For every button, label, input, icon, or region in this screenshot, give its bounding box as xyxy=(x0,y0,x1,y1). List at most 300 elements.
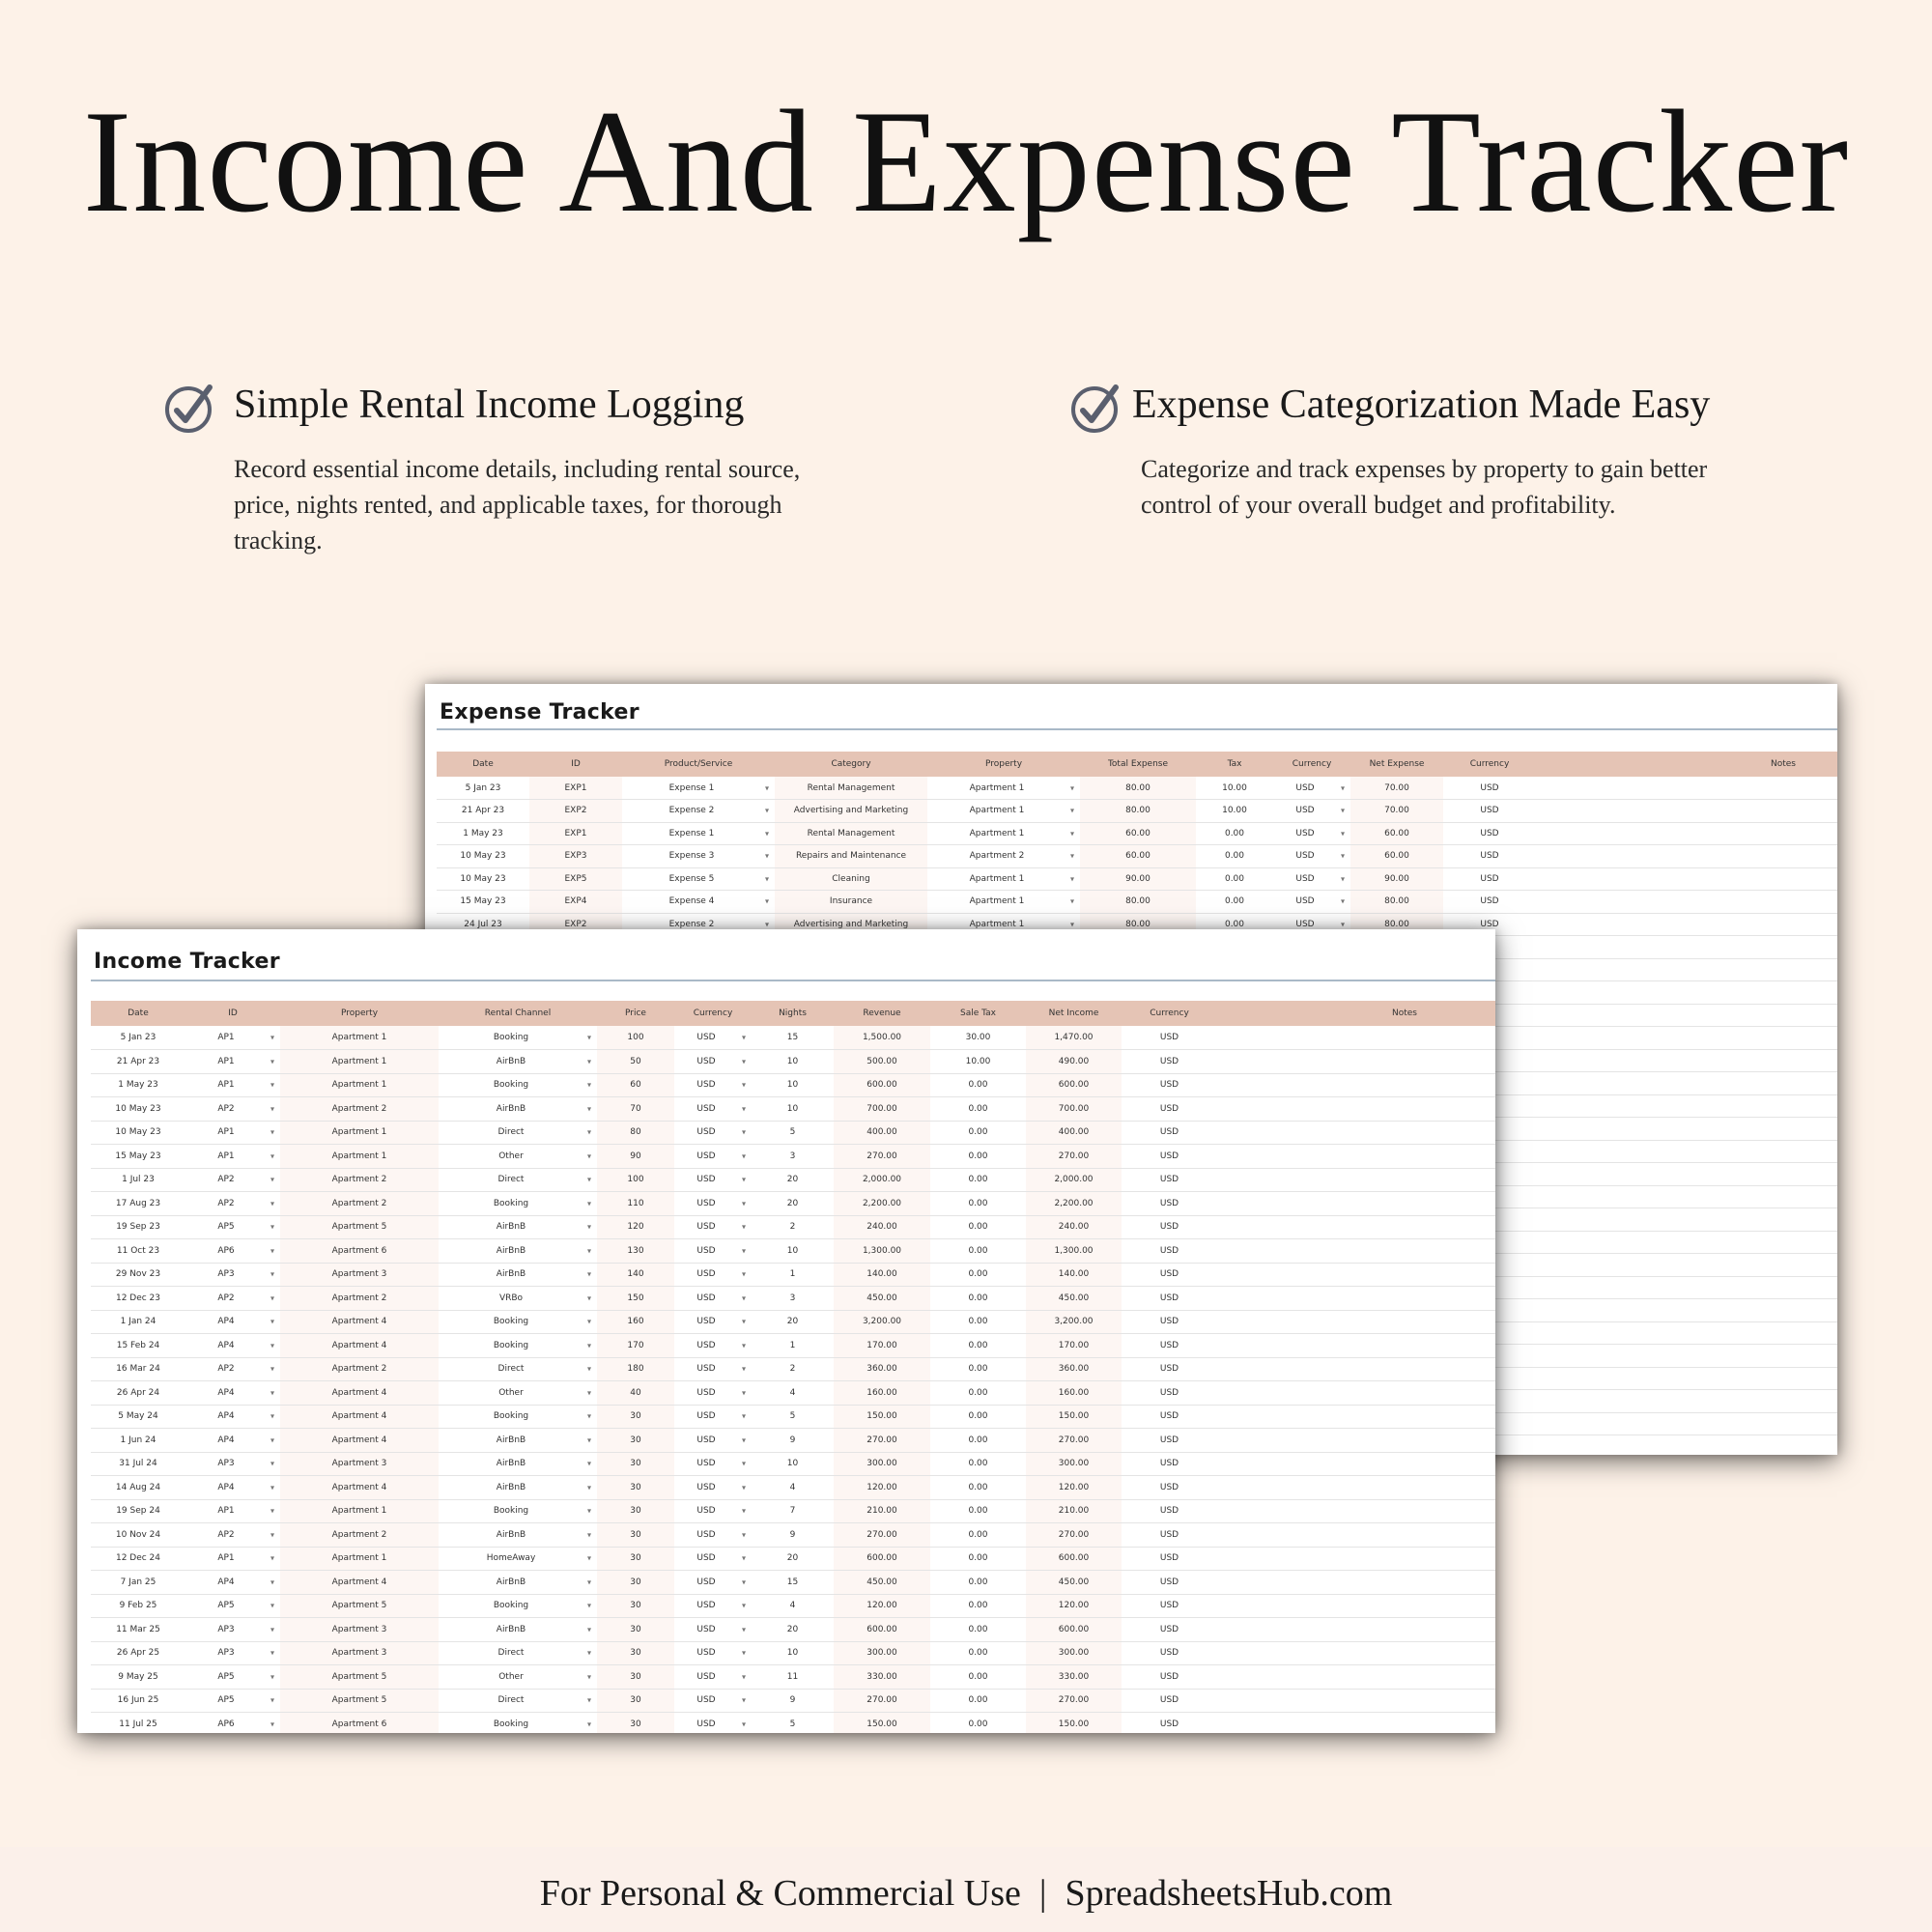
cell-rental-channel[interactable]: Direct ▾ xyxy=(439,1641,597,1665)
cell-date[interactable]: 10 May 23 xyxy=(437,867,529,891)
cell-nights[interactable]: 2 xyxy=(752,1357,834,1381)
column-header-notes[interactable]: Notes xyxy=(1536,752,1837,777)
cell-notes[interactable] xyxy=(1536,913,1837,936)
cell-nights[interactable]: 7 xyxy=(752,1499,834,1523)
cell-notes[interactable] xyxy=(1217,1594,1495,1618)
cell-sale-tax[interactable]: 0.00 xyxy=(930,1121,1026,1145)
cell-id[interactable]: EXP2 xyxy=(529,913,622,936)
cell-notes[interactable] xyxy=(1217,1689,1495,1713)
cell-net-income[interactable]: 600.00 xyxy=(1026,1547,1122,1571)
cell-revenue[interactable]: 270.00 xyxy=(834,1429,930,1453)
cell-rental-channel[interactable]: AirBnB ▾ xyxy=(439,1452,597,1476)
cell-notes[interactable] xyxy=(1217,1026,1495,1050)
cell-property[interactable]: Apartment 5 xyxy=(280,1665,439,1690)
cell-net-currency[interactable]: USD xyxy=(1122,1192,1217,1216)
cell-id[interactable]: AP3 ▾ xyxy=(185,1641,280,1665)
cell-price[interactable]: 30 xyxy=(597,1523,674,1548)
cell-net-expense[interactable]: 60.00 xyxy=(1350,822,1443,845)
cell-currency[interactable]: USD ▾ xyxy=(674,1665,752,1690)
cell-price[interactable]: 30 xyxy=(597,1405,674,1429)
cell-property[interactable]: Apartment 2 xyxy=(280,1287,439,1311)
cell-nights[interactable]: 10 xyxy=(752,1097,834,1122)
cell-date[interactable]: 10 May 23 xyxy=(437,845,529,868)
cell-property[interactable]: Apartment 5 xyxy=(280,1215,439,1239)
cell-total-expense[interactable]: 80.00 xyxy=(1080,777,1196,800)
cell-net-income[interactable]: 300.00 xyxy=(1026,1641,1122,1665)
cell-price[interactable]: 30 xyxy=(597,1618,674,1642)
cell-currency[interactable]: USD ▾ xyxy=(674,1357,752,1381)
cell-currency[interactable]: USD ▾ xyxy=(674,1073,752,1097)
cell-sale-tax[interactable]: 0.00 xyxy=(930,1594,1026,1618)
cell-date[interactable]: 29 Nov 23 xyxy=(91,1263,185,1287)
cell-date[interactable]: 19 Sep 24 xyxy=(91,1499,185,1523)
cell-net-currency[interactable]: USD xyxy=(1443,891,1536,914)
cell-property[interactable]: Apartment 4 xyxy=(280,1334,439,1358)
cell-nights[interactable]: 3 xyxy=(752,1145,834,1169)
cell-rental-channel[interactable]: AirBnB ▾ xyxy=(439,1050,597,1074)
cell-id[interactable]: AP1 ▾ xyxy=(185,1499,280,1523)
cell-price[interactable]: 30 xyxy=(597,1689,674,1713)
cell-notes[interactable] xyxy=(1217,1571,1495,1595)
cell-currency[interactable]: USD ▾ xyxy=(674,1641,752,1665)
cell-net-currency[interactable]: USD xyxy=(1122,1334,1217,1358)
cell-net-income[interactable]: 240.00 xyxy=(1026,1215,1122,1239)
cell-rental-channel[interactable]: AirBnB ▾ xyxy=(439,1263,597,1287)
column-header-total-expense[interactable]: Total Expense xyxy=(1080,752,1196,777)
cell-id[interactable]: AP4 ▾ xyxy=(185,1476,280,1500)
cell-property[interactable]: Apartment 1 xyxy=(280,1547,439,1571)
cell-product-service[interactable]: Expense 2 ▾ xyxy=(622,800,775,823)
cell-id[interactable]: AP4 ▾ xyxy=(185,1310,280,1334)
cell-price[interactable]: 30 xyxy=(597,1547,674,1571)
cell-nights[interactable]: 10 xyxy=(752,1239,834,1264)
cell-total-expense[interactable]: 80.00 xyxy=(1080,800,1196,823)
cell-id[interactable]: AP6 ▾ xyxy=(185,1239,280,1264)
cell-revenue[interactable]: 400.00 xyxy=(834,1121,930,1145)
cell-net-currency[interactable]: USD xyxy=(1122,1476,1217,1500)
cell-revenue[interactable]: 300.00 xyxy=(834,1452,930,1476)
cell-notes[interactable] xyxy=(1217,1429,1495,1453)
cell-net-income[interactable]: 450.00 xyxy=(1026,1571,1122,1595)
cell-currency[interactable]: USD ▾ xyxy=(674,1689,752,1713)
cell-currency[interactable]: USD ▾ xyxy=(674,1168,752,1192)
cell-rental-channel[interactable]: AirBnB ▾ xyxy=(439,1097,597,1122)
cell-net-expense[interactable]: 70.00 xyxy=(1350,777,1443,800)
cell-currency[interactable]: USD ▾ xyxy=(1273,845,1350,868)
cell-notes[interactable] xyxy=(1217,1713,1495,1734)
cell-product-service[interactable]: Expense 1 ▾ xyxy=(622,822,775,845)
cell-net-currency[interactable]: USD xyxy=(1122,1263,1217,1287)
cell-notes[interactable] xyxy=(1217,1287,1495,1311)
cell-rental-channel[interactable]: AirBnB ▾ xyxy=(439,1618,597,1642)
cell-currency[interactable]: USD ▾ xyxy=(674,1145,752,1169)
cell-revenue[interactable]: 170.00 xyxy=(834,1334,930,1358)
cell-price[interactable]: 160 xyxy=(597,1310,674,1334)
cell-revenue[interactable]: 2,000.00 xyxy=(834,1168,930,1192)
cell-net-income[interactable]: 450.00 xyxy=(1026,1287,1122,1311)
cell-id[interactable]: AP1 ▾ xyxy=(185,1547,280,1571)
cell-property[interactable]: Apartment 3 xyxy=(280,1452,439,1476)
cell-date[interactable]: 24 Jul 23 xyxy=(437,913,529,936)
cell-property[interactable]: Apartment 4 xyxy=(280,1429,439,1453)
cell-net-currency[interactable]: USD xyxy=(1122,1499,1217,1523)
cell-date[interactable]: 11 Mar 25 xyxy=(91,1618,185,1642)
cell-property[interactable]: Apartment 1 ▾ xyxy=(927,867,1080,891)
cell-category[interactable]: Rental Management xyxy=(775,777,927,800)
cell-sale-tax[interactable]: 0.00 xyxy=(930,1357,1026,1381)
column-header-currency[interactable]: Currency xyxy=(1273,752,1350,777)
cell-net-currency[interactable]: USD xyxy=(1122,1429,1217,1453)
cell-net-income[interactable]: 360.00 xyxy=(1026,1357,1122,1381)
cell-revenue[interactable]: 600.00 xyxy=(834,1073,930,1097)
cell-id[interactable]: AP1 ▾ xyxy=(185,1026,280,1050)
cell-date[interactable]: 15 Feb 24 xyxy=(91,1334,185,1358)
cell-rental-channel[interactable]: Booking ▾ xyxy=(439,1594,597,1618)
column-header-net-expense[interactable]: Net Expense xyxy=(1350,752,1443,777)
cell-revenue[interactable]: 1,500.00 xyxy=(834,1026,930,1050)
empty-cell[interactable] xyxy=(1536,1345,1837,1368)
cell-tax[interactable]: 0.00 xyxy=(1196,913,1273,936)
cell-net-income[interactable]: 270.00 xyxy=(1026,1689,1122,1713)
cell-currency[interactable]: USD ▾ xyxy=(674,1310,752,1334)
cell-date[interactable]: 12 Dec 23 xyxy=(91,1287,185,1311)
cell-rental-channel[interactable]: Direct ▾ xyxy=(439,1357,597,1381)
empty-cell[interactable] xyxy=(1536,1231,1837,1254)
cell-category[interactable]: Cleaning xyxy=(775,867,927,891)
cell-currency[interactable]: USD ▾ xyxy=(1273,913,1350,936)
cell-net-income[interactable]: 330.00 xyxy=(1026,1665,1122,1690)
cell-date[interactable]: 19 Sep 23 xyxy=(91,1215,185,1239)
cell-net-expense[interactable]: 80.00 xyxy=(1350,891,1443,914)
cell-sale-tax[interactable]: 0.00 xyxy=(930,1263,1026,1287)
cell-property[interactable]: Apartment 1 ▾ xyxy=(927,800,1080,823)
cell-id[interactable]: AP1 ▾ xyxy=(185,1050,280,1074)
cell-nights[interactable]: 1 xyxy=(752,1334,834,1358)
cell-notes[interactable] xyxy=(1217,1357,1495,1381)
cell-category[interactable]: Repairs and Maintenance xyxy=(775,845,927,868)
cell-currency[interactable]: USD ▾ xyxy=(674,1026,752,1050)
cell-nights[interactable]: 3 xyxy=(752,1287,834,1311)
column-header-currency[interactable]: Currency xyxy=(674,1001,752,1026)
cell-date[interactable]: 26 Apr 24 xyxy=(91,1381,185,1406)
cell-price[interactable]: 80 xyxy=(597,1121,674,1145)
cell-id[interactable]: AP4 ▾ xyxy=(185,1405,280,1429)
cell-net-currency[interactable]: USD xyxy=(1122,1381,1217,1406)
cell-tax[interactable]: 0.00 xyxy=(1196,891,1273,914)
cell-price[interactable]: 130 xyxy=(597,1239,674,1264)
column-header-revenue[interactable]: Revenue xyxy=(834,1001,930,1026)
cell-id[interactable]: EXP3 xyxy=(529,845,622,868)
empty-cell[interactable] xyxy=(1536,1208,1837,1232)
cell-product-service[interactable]: Expense 3 ▾ xyxy=(622,845,775,868)
cell-notes[interactable] xyxy=(1217,1215,1495,1239)
empty-cell[interactable] xyxy=(1536,1094,1837,1118)
cell-net-currency[interactable]: USD xyxy=(1122,1713,1217,1734)
cell-date[interactable]: 5 Jan 23 xyxy=(91,1026,185,1050)
cell-property[interactable]: Apartment 4 xyxy=(280,1381,439,1406)
cell-category[interactable]: Advertising and Marketing xyxy=(775,913,927,936)
cell-net-currency[interactable]: USD xyxy=(1122,1097,1217,1122)
cell-property[interactable]: Apartment 1 ▾ xyxy=(927,777,1080,800)
cell-notes[interactable] xyxy=(1536,800,1837,823)
cell-property[interactable]: Apartment 3 xyxy=(280,1263,439,1287)
cell-currency[interactable]: USD ▾ xyxy=(674,1215,752,1239)
cell-notes[interactable] xyxy=(1536,845,1837,868)
cell-net-currency[interactable]: USD xyxy=(1122,1689,1217,1713)
column-header-rental-channel[interactable]: Rental Channel xyxy=(439,1001,597,1026)
cell-price[interactable]: 60 xyxy=(597,1073,674,1097)
cell-price[interactable]: 30 xyxy=(597,1641,674,1665)
cell-price[interactable]: 90 xyxy=(597,1145,674,1169)
cell-revenue[interactable]: 120.00 xyxy=(834,1476,930,1500)
cell-category[interactable]: Insurance xyxy=(775,891,927,914)
cell-net-currency[interactable]: USD xyxy=(1122,1571,1217,1595)
cell-property[interactable]: Apartment 2 xyxy=(280,1097,439,1122)
cell-net-currency[interactable]: USD xyxy=(1443,822,1536,845)
cell-property[interactable]: Apartment 1 xyxy=(280,1121,439,1145)
cell-sale-tax[interactable]: 0.00 xyxy=(930,1476,1026,1500)
cell-property[interactable]: Apartment 4 xyxy=(280,1405,439,1429)
cell-sale-tax[interactable]: 0.00 xyxy=(930,1499,1026,1523)
cell-date[interactable]: 21 Apr 23 xyxy=(91,1050,185,1074)
cell-net-currency[interactable]: USD xyxy=(1443,777,1536,800)
cell-rental-channel[interactable]: Other ▾ xyxy=(439,1145,597,1169)
cell-nights[interactable]: 10 xyxy=(752,1050,834,1074)
cell-sale-tax[interactable]: 0.00 xyxy=(930,1405,1026,1429)
cell-net-currency[interactable]: USD xyxy=(1122,1665,1217,1690)
cell-net-income[interactable]: 1,470.00 xyxy=(1026,1026,1122,1050)
cell-revenue[interactable]: 240.00 xyxy=(834,1215,930,1239)
cell-revenue[interactable]: 500.00 xyxy=(834,1050,930,1074)
cell-date[interactable]: 31 Jul 24 xyxy=(91,1452,185,1476)
cell-id[interactable]: AP1 ▾ xyxy=(185,1121,280,1145)
cell-net-expense[interactable]: 60.00 xyxy=(1350,845,1443,868)
cell-revenue[interactable]: 700.00 xyxy=(834,1097,930,1122)
cell-notes[interactable] xyxy=(1217,1641,1495,1665)
cell-tax[interactable]: 10.00 xyxy=(1196,800,1273,823)
cell-currency[interactable]: USD ▾ xyxy=(1273,867,1350,891)
cell-revenue[interactable]: 450.00 xyxy=(834,1571,930,1595)
cell-notes[interactable] xyxy=(1217,1097,1495,1122)
cell-revenue[interactable]: 160.00 xyxy=(834,1381,930,1406)
cell-total-expense[interactable]: 60.00 xyxy=(1080,822,1196,845)
cell-total-expense[interactable]: 80.00 xyxy=(1080,891,1196,914)
cell-notes[interactable] xyxy=(1217,1547,1495,1571)
cell-date[interactable]: 26 Apr 25 xyxy=(91,1641,185,1665)
cell-revenue[interactable]: 210.00 xyxy=(834,1499,930,1523)
cell-notes[interactable] xyxy=(1217,1310,1495,1334)
cell-net-income[interactable]: 300.00 xyxy=(1026,1452,1122,1476)
cell-currency[interactable]: USD ▾ xyxy=(674,1334,752,1358)
cell-net-currency[interactable]: USD xyxy=(1122,1547,1217,1571)
cell-revenue[interactable]: 270.00 xyxy=(834,1523,930,1548)
cell-id[interactable]: EXP4 xyxy=(529,891,622,914)
column-header-product-service[interactable]: Product/Service xyxy=(622,752,775,777)
cell-rental-channel[interactable]: Booking ▾ xyxy=(439,1192,597,1216)
cell-net-income[interactable]: 120.00 xyxy=(1026,1476,1122,1500)
column-header-date[interactable]: Date xyxy=(437,752,529,777)
cell-property[interactable]: Apartment 1 xyxy=(280,1145,439,1169)
cell-rental-channel[interactable]: Booking ▾ xyxy=(439,1334,597,1358)
cell-product-service[interactable]: Expense 4 ▾ xyxy=(622,891,775,914)
cell-property[interactable]: Apartment 2 ▾ xyxy=(927,845,1080,868)
cell-sale-tax[interactable]: 0.00 xyxy=(930,1547,1026,1571)
cell-currency[interactable]: USD ▾ xyxy=(674,1618,752,1642)
cell-notes[interactable] xyxy=(1217,1476,1495,1500)
empty-cell[interactable] xyxy=(1536,958,1837,981)
cell-id[interactable]: AP1 ▾ xyxy=(185,1073,280,1097)
cell-currency[interactable]: USD ▾ xyxy=(1273,822,1350,845)
cell-net-income[interactable]: 140.00 xyxy=(1026,1263,1122,1287)
cell-date[interactable]: 12 Dec 24 xyxy=(91,1547,185,1571)
cell-net-currency[interactable]: USD xyxy=(1122,1357,1217,1381)
cell-date[interactable]: 9 Feb 25 xyxy=(91,1594,185,1618)
cell-price[interactable]: 30 xyxy=(597,1429,674,1453)
cell-nights[interactable]: 1 xyxy=(752,1263,834,1287)
cell-net-income[interactable]: 600.00 xyxy=(1026,1073,1122,1097)
cell-net-income[interactable]: 120.00 xyxy=(1026,1594,1122,1618)
cell-notes[interactable] xyxy=(1217,1405,1495,1429)
cell-currency[interactable]: USD ▾ xyxy=(674,1239,752,1264)
cell-notes[interactable] xyxy=(1217,1499,1495,1523)
cell-net-income[interactable]: 2,200.00 xyxy=(1026,1192,1122,1216)
cell-price[interactable]: 100 xyxy=(597,1026,674,1050)
cell-id[interactable]: AP5 ▾ xyxy=(185,1215,280,1239)
cell-property[interactable]: Apartment 1 xyxy=(280,1499,439,1523)
empty-cell[interactable] xyxy=(1536,1276,1837,1299)
cell-nights[interactable]: 9 xyxy=(752,1689,834,1713)
cell-net-currency[interactable]: USD xyxy=(1122,1121,1217,1145)
column-header-notes[interactable]: Notes xyxy=(1217,1001,1495,1026)
cell-net-currency[interactable]: USD xyxy=(1443,913,1536,936)
cell-sale-tax[interactable]: 0.00 xyxy=(930,1192,1026,1216)
cell-net-income[interactable]: 3,200.00 xyxy=(1026,1310,1122,1334)
cell-sale-tax[interactable]: 10.00 xyxy=(930,1050,1026,1074)
cell-notes[interactable] xyxy=(1217,1192,1495,1216)
cell-revenue[interactable]: 140.00 xyxy=(834,1263,930,1287)
cell-price[interactable]: 30 xyxy=(597,1594,674,1618)
cell-price[interactable]: 30 xyxy=(597,1476,674,1500)
cell-notes[interactable] xyxy=(1217,1263,1495,1287)
cell-date[interactable]: 1 May 23 xyxy=(91,1073,185,1097)
cell-date[interactable]: 10 May 23 xyxy=(91,1121,185,1145)
cell-notes[interactable] xyxy=(1217,1665,1495,1690)
cell-sale-tax[interactable]: 0.00 xyxy=(930,1145,1026,1169)
cell-id[interactable]: AP1 ▾ xyxy=(185,1145,280,1169)
column-header-id[interactable]: ID xyxy=(529,752,622,777)
cell-revenue[interactable]: 150.00 xyxy=(834,1713,930,1734)
cell-property[interactable]: Apartment 1 ▾ xyxy=(927,913,1080,936)
cell-date[interactable]: 21 Apr 23 xyxy=(437,800,529,823)
cell-notes[interactable] xyxy=(1217,1168,1495,1192)
cell-revenue[interactable]: 450.00 xyxy=(834,1287,930,1311)
cell-net-currency[interactable]: USD xyxy=(1122,1168,1217,1192)
cell-rental-channel[interactable]: Booking ▾ xyxy=(439,1713,597,1734)
cell-net-currency[interactable]: USD xyxy=(1122,1145,1217,1169)
cell-nights[interactable]: 11 xyxy=(752,1665,834,1690)
cell-date[interactable]: 10 Nov 24 xyxy=(91,1523,185,1548)
cell-rental-channel[interactable]: Booking ▾ xyxy=(439,1499,597,1523)
empty-cell[interactable] xyxy=(1536,981,1837,1005)
cell-property[interactable]: Apartment 4 xyxy=(280,1571,439,1595)
cell-currency[interactable]: USD ▾ xyxy=(674,1429,752,1453)
cell-price[interactable]: 150 xyxy=(597,1287,674,1311)
cell-notes[interactable] xyxy=(1217,1381,1495,1406)
cell-net-income[interactable]: 160.00 xyxy=(1026,1381,1122,1406)
cell-id[interactable]: EXP1 xyxy=(529,777,622,800)
empty-cell[interactable] xyxy=(1536,1004,1837,1027)
cell-nights[interactable]: 9 xyxy=(752,1523,834,1548)
cell-property[interactable]: Apartment 3 xyxy=(280,1618,439,1642)
cell-price[interactable]: 110 xyxy=(597,1192,674,1216)
cell-currency[interactable]: USD ▾ xyxy=(674,1547,752,1571)
cell-revenue[interactable]: 2,200.00 xyxy=(834,1192,930,1216)
cell-currency[interactable]: USD ▾ xyxy=(674,1381,752,1406)
cell-net-currency[interactable]: USD xyxy=(1122,1239,1217,1264)
cell-date[interactable]: 11 Oct 23 xyxy=(91,1239,185,1264)
cell-net-currency[interactable]: USD xyxy=(1122,1618,1217,1642)
cell-price[interactable]: 170 xyxy=(597,1334,674,1358)
cell-net-currency[interactable]: USD xyxy=(1122,1594,1217,1618)
cell-property[interactable]: Apartment 4 xyxy=(280,1310,439,1334)
cell-currency[interactable]: USD ▾ xyxy=(674,1713,752,1734)
cell-property[interactable]: Apartment 1 ▾ xyxy=(927,822,1080,845)
cell-currency[interactable]: USD ▾ xyxy=(674,1263,752,1287)
cell-price[interactable]: 50 xyxy=(597,1050,674,1074)
cell-price[interactable]: 120 xyxy=(597,1215,674,1239)
cell-nights[interactable]: 9 xyxy=(752,1429,834,1453)
cell-net-currency[interactable]: USD xyxy=(1122,1523,1217,1548)
cell-net-currency[interactable]: USD xyxy=(1443,800,1536,823)
cell-rental-channel[interactable]: Direct ▾ xyxy=(439,1689,597,1713)
cell-currency[interactable]: USD ▾ xyxy=(1273,777,1350,800)
cell-date[interactable]: 7 Jan 25 xyxy=(91,1571,185,1595)
cell-price[interactable]: 70 xyxy=(597,1097,674,1122)
cell-currency[interactable]: USD ▾ xyxy=(674,1476,752,1500)
cell-currency[interactable]: USD ▾ xyxy=(674,1121,752,1145)
cell-currency[interactable]: USD ▾ xyxy=(674,1192,752,1216)
cell-sale-tax[interactable]: 0.00 xyxy=(930,1665,1026,1690)
cell-id[interactable]: AP3 ▾ xyxy=(185,1618,280,1642)
cell-nights[interactable]: 20 xyxy=(752,1310,834,1334)
cell-nights[interactable]: 20 xyxy=(752,1192,834,1216)
empty-cell[interactable] xyxy=(1536,1140,1837,1163)
cell-currency[interactable]: USD ▾ xyxy=(674,1523,752,1548)
cell-sale-tax[interactable]: 0.00 xyxy=(930,1618,1026,1642)
cell-net-income[interactable]: 270.00 xyxy=(1026,1523,1122,1548)
column-header-nights[interactable]: Nights xyxy=(752,1001,834,1026)
cell-rental-channel[interactable]: AirBnB ▾ xyxy=(439,1476,597,1500)
cell-id[interactable]: AP5 ▾ xyxy=(185,1665,280,1690)
cell-rental-channel[interactable]: Other ▾ xyxy=(439,1665,597,1690)
cell-rental-channel[interactable]: AirBnB ▾ xyxy=(439,1239,597,1264)
column-header-property[interactable]: Property xyxy=(927,752,1080,777)
column-header-id[interactable]: ID xyxy=(185,1001,280,1026)
cell-property[interactable]: Apartment 1 xyxy=(280,1073,439,1097)
cell-property[interactable]: Apartment 6 xyxy=(280,1713,439,1734)
cell-net-currency[interactable]: USD xyxy=(1443,845,1536,868)
cell-sale-tax[interactable]: 0.00 xyxy=(930,1310,1026,1334)
cell-id[interactable]: AP2 ▾ xyxy=(185,1097,280,1122)
cell-date[interactable]: 16 Mar 24 xyxy=(91,1357,185,1381)
cell-product-service[interactable]: Expense 5 ▾ xyxy=(622,867,775,891)
empty-cell[interactable] xyxy=(1536,1163,1837,1186)
cell-currency[interactable]: USD ▾ xyxy=(1273,800,1350,823)
cell-date[interactable]: 15 May 23 xyxy=(91,1145,185,1169)
cell-nights[interactable]: 10 xyxy=(752,1073,834,1097)
cell-id[interactable]: AP5 ▾ xyxy=(185,1689,280,1713)
cell-nights[interactable]: 2 xyxy=(752,1215,834,1239)
